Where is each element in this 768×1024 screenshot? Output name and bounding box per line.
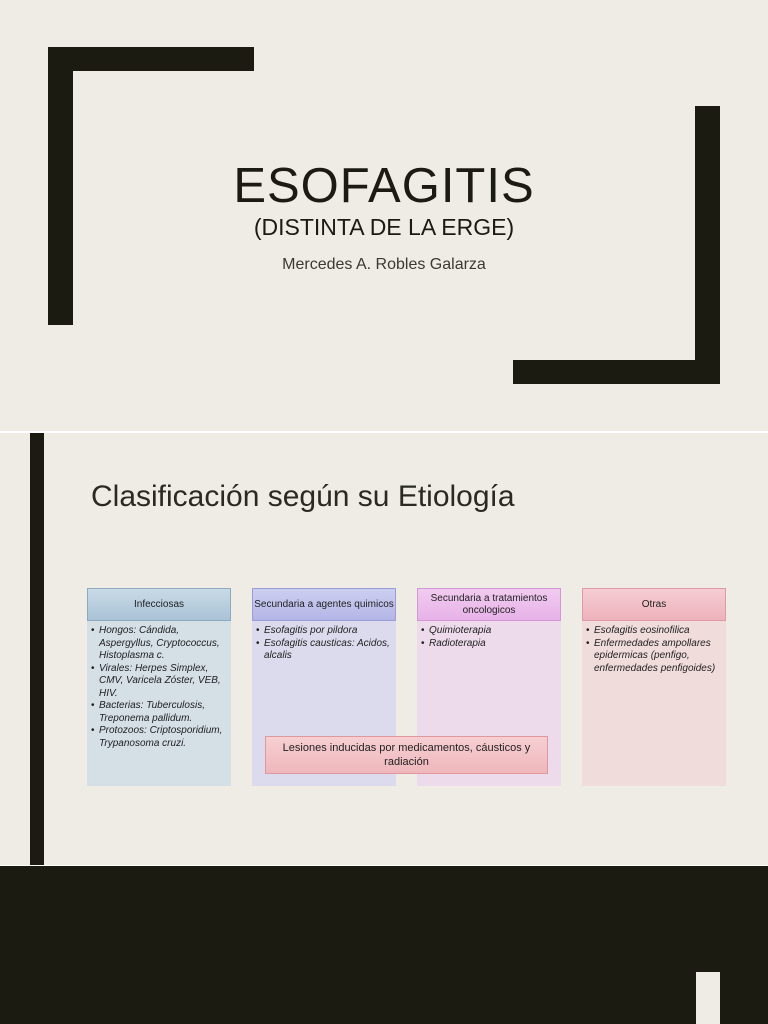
corner-frame-bottom-bar bbox=[513, 360, 720, 384]
corner-frame-top-bar bbox=[48, 47, 254, 71]
list-item: • Virales: Herpes Simplex, CMV, Varicela Zóster, VEB, HIV. bbox=[99, 663, 227, 701]
category-header: Infecciosas bbox=[87, 588, 231, 621]
category-list bbox=[582, 621, 726, 675]
category-header: Secundaria a tratamientos oncologicos bbox=[417, 588, 561, 621]
category-body bbox=[87, 621, 231, 786]
list-item: • Esofagitis por pildora bbox=[264, 625, 392, 638]
list-item: • Radioterapia bbox=[429, 638, 557, 651]
list-item: • Enfermedades ampollares epidermicas (penfigo, enfermedades penfigoides) bbox=[594, 638, 722, 676]
list-item: • Esofagitis eosinofilica bbox=[594, 625, 722, 638]
category-column-infecciosas bbox=[87, 588, 231, 786]
slide-heading: Clasificación según su Etiología bbox=[91, 480, 515, 513]
list-item: • Hongos: Cándida, Aspergyllus, Cryptococcus, Histoplasma c. bbox=[99, 625, 227, 663]
next-slide-preview bbox=[0, 866, 768, 1024]
left-accent-bar bbox=[30, 433, 44, 865]
list-item: • Bacterias: Tuberculosis, Treponema pallidum. bbox=[99, 700, 227, 725]
category-header: Secundaria a agentes quimicos bbox=[252, 588, 396, 621]
category-header: Otras bbox=[582, 588, 726, 621]
category-list bbox=[417, 621, 561, 650]
author-name: Mercedes A. Robles Galarza bbox=[282, 256, 486, 273]
light-accent-bar bbox=[696, 972, 720, 1024]
corner-frame-right-bar bbox=[695, 106, 720, 384]
category-column-otras bbox=[582, 588, 726, 786]
lesiones-overlay-box: Lesiones inducidas por medicamentos, cáusticos y radiación bbox=[265, 736, 548, 774]
category-body bbox=[582, 621, 726, 786]
list-item: • Quimioterapia bbox=[429, 625, 557, 638]
category-list bbox=[87, 621, 231, 750]
list-item: • Protozoos: Criptosporidium, Trypanosoma cruzi. bbox=[99, 725, 227, 750]
title-slide bbox=[0, 0, 768, 431]
slide-title: ESOFAGITIS bbox=[233, 159, 535, 213]
list-item: • Esofagitis causticas: Acidos, alcalis bbox=[264, 638, 392, 663]
classification-slide bbox=[0, 433, 768, 865]
slide-subtitle: (DISTINTA DE LA ERGE) bbox=[253, 214, 515, 240]
category-list bbox=[252, 621, 396, 663]
